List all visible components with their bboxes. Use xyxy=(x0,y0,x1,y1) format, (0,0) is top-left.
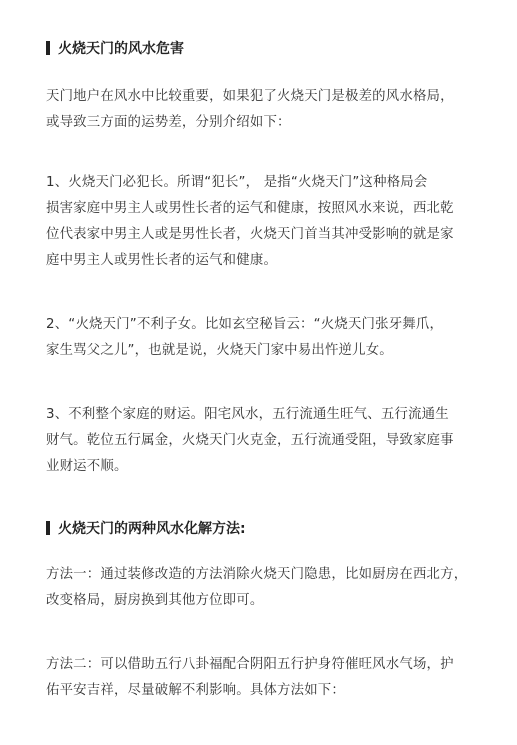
section-heading-remedies xyxy=(46,518,246,538)
text-line: 方法一：通过装修改造的方法消除火烧天门隐患，比如厨房在西北方， xyxy=(46,567,468,582)
text-line: 改变格局，厨房换到其他方位即可。 xyxy=(46,593,264,608)
heading-text: 火烧天门的两种风水化解方法: xyxy=(58,521,246,537)
text-line: 庭中男主人或男性长者的运气和健康。 xyxy=(46,253,278,268)
text-line: 2、“火烧天门”不利子女。比如玄空秘旨云：“火烧天门张牙舞爪， xyxy=(46,317,444,332)
text-line: 佑平安吉祥，尽量破解不利影响。具体方法如下： xyxy=(46,683,345,698)
text-line: 财气。乾位五行属金，火烧天门火克金，五行流通受阻，导致家庭事 xyxy=(46,433,454,448)
heading-text: 火烧天门的风水危害 xyxy=(58,41,184,57)
text-line: 家生骂父之儿”，也就是说，火烧天门家中易出忤逆儿女。 xyxy=(46,343,393,358)
heading-bar-icon xyxy=(46,41,50,55)
heading-bar-icon xyxy=(46,521,50,535)
text-line: 业财运不顺。 xyxy=(46,459,128,474)
point-2-paragraph xyxy=(46,312,486,364)
text-line: 天门地户在风水中比较重要，如果犯了火烧天门是极差的风水格局， xyxy=(46,89,454,104)
point-3-paragraph xyxy=(46,402,486,480)
text-line: 位代表家中男主人或是男性长者，火烧天门首当其冲受影响的就是家 xyxy=(46,227,454,242)
method-1-paragraph xyxy=(46,562,486,614)
text-line: 方法二：可以借助五行八卦福配合阴阳五行护身符催旺风水气场，护 xyxy=(46,657,454,672)
point-1-paragraph xyxy=(46,170,486,274)
text-line: 损害家庭中男主人或男性长者的运气和健康，按照风水来说，西北乾 xyxy=(46,201,454,216)
text-line: 或导致三方面的运势差，分别介绍如下： xyxy=(46,115,291,130)
method-2-paragraph xyxy=(46,652,486,704)
section-heading-hazards xyxy=(46,38,184,58)
text-line: 3、不利整个家庭的财运。阳宅风水，五行流通生旺气、五行流通生 xyxy=(46,407,449,422)
text-line: 1、火烧天门必犯长。所谓“犯长”， 是指“火烧天门”这种格局会 xyxy=(46,175,428,190)
intro-paragraph xyxy=(46,84,486,136)
